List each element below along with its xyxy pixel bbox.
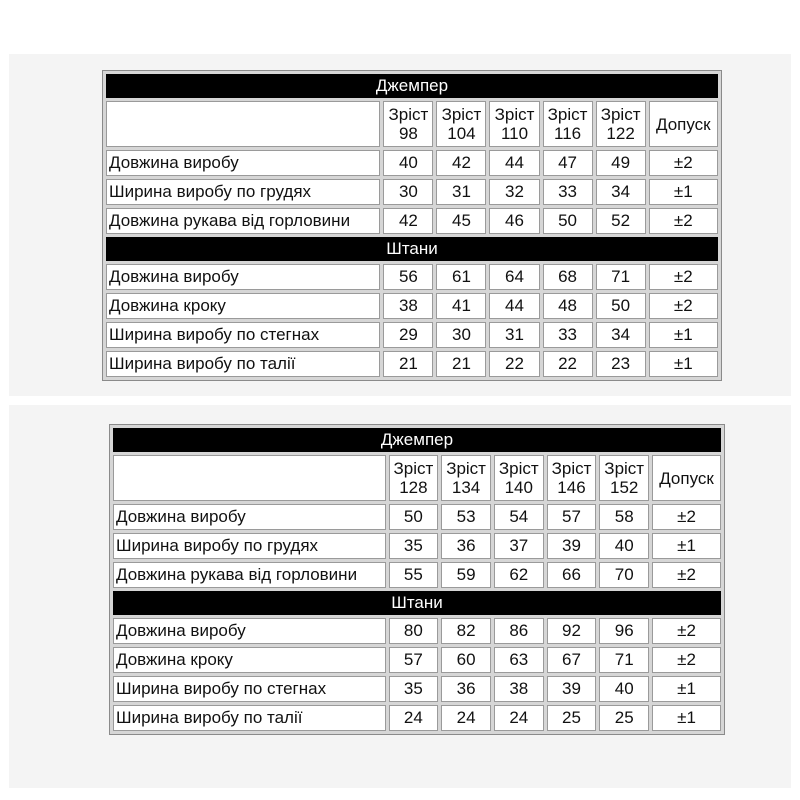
measurement-value: 34 — [596, 179, 646, 205]
measurement-label: Довжина виробу — [113, 618, 386, 644]
measurement-value: 46 — [489, 208, 539, 234]
height-label: Зріст — [547, 105, 588, 124]
measurement-value: 92 — [547, 618, 597, 644]
measurement-label: Довжина кроку — [106, 293, 380, 319]
measurement-value: 71 — [599, 647, 649, 673]
measurement-label: Ширина виробу по грудях — [113, 533, 386, 559]
measurement-value: 40 — [599, 533, 649, 559]
measurement-value: 70 — [599, 562, 649, 588]
measurement-value: 25 — [599, 705, 649, 731]
measurement-value: 44 — [489, 293, 539, 319]
empty-header-cell — [113, 455, 386, 501]
pants-row — [106, 322, 718, 348]
measurement-value: 71 — [596, 264, 646, 290]
measurement-value: 42 — [436, 150, 486, 176]
measurement-value: 29 — [383, 322, 433, 348]
size-header-row — [106, 101, 718, 147]
tolerance-value: ±1 — [652, 676, 721, 702]
tolerance-value: ±2 — [649, 208, 718, 234]
measurement-value: 56 — [383, 264, 433, 290]
tolerance-value: ±1 — [649, 322, 718, 348]
measurement-value: 31 — [489, 322, 539, 348]
jumper-row — [106, 179, 718, 205]
measurement-value: 57 — [547, 504, 597, 530]
pants-title: Штани — [106, 237, 718, 261]
height-label: Зріст — [498, 459, 539, 478]
tolerance-value: ±2 — [652, 647, 721, 673]
measurement-value: 32 — [489, 179, 539, 205]
pants-row — [106, 351, 718, 377]
measurement-value: 55 — [389, 562, 439, 588]
pants-section-header — [106, 237, 718, 261]
size-header-cell — [436, 101, 486, 147]
measurement-value: 68 — [543, 264, 593, 290]
measurement-value: 42 — [383, 208, 433, 234]
measurement-label: Довжина рукава від горловини — [106, 208, 380, 234]
measurement-value: 38 — [494, 676, 544, 702]
measurement-value: 47 — [543, 150, 593, 176]
measurement-value: 52 — [596, 208, 646, 234]
height-value: 152 — [610, 478, 639, 497]
measurement-value: 39 — [547, 676, 597, 702]
tolerance-value: ±1 — [649, 179, 718, 205]
measurement-value: 40 — [383, 150, 433, 176]
measurement-label: Довжина виробу — [113, 504, 386, 530]
measurement-label: Довжина рукава від горловини — [113, 562, 386, 588]
measurement-label: Ширина виробу по стегнах — [113, 676, 386, 702]
measurement-value: 50 — [389, 504, 439, 530]
measurement-value: 24 — [389, 705, 439, 731]
height-label: Зріст — [494, 105, 535, 124]
height-value: 122 — [606, 124, 635, 143]
height-value: 116 — [554, 124, 582, 143]
pants-row — [113, 705, 721, 731]
pants-row — [106, 293, 718, 319]
height-value: 140 — [504, 478, 533, 497]
measurement-value: 59 — [441, 562, 491, 588]
measurement-value: 30 — [436, 322, 486, 348]
measurement-value: 50 — [596, 293, 646, 319]
measurement-value: 22 — [543, 351, 593, 377]
tolerance-value: ±1 — [652, 705, 721, 731]
measurement-value: 49 — [596, 150, 646, 176]
measurement-label: Довжина кроку — [113, 647, 386, 673]
height-label: Зріст — [551, 459, 592, 478]
size-header-cell — [494, 455, 544, 501]
measurement-value: 33 — [543, 322, 593, 348]
size-chart-table-2 — [109, 424, 725, 735]
tolerance-header: Допуск — [652, 455, 721, 501]
measurement-value: 66 — [547, 562, 597, 588]
jumper-title: Джемпер — [106, 74, 718, 98]
tolerance-value: ±2 — [652, 618, 721, 644]
jumper-row — [113, 533, 721, 559]
measurement-value: 21 — [383, 351, 433, 377]
jumper-row — [113, 562, 721, 588]
measurement-value: 24 — [441, 705, 491, 731]
measurement-value: 24 — [494, 705, 544, 731]
tolerance-value: ±1 — [652, 533, 721, 559]
jumper-title: Джемпер — [113, 428, 721, 452]
tolerance-value: ±2 — [649, 293, 718, 319]
measurement-value: 50 — [543, 208, 593, 234]
size-header-cell — [441, 455, 491, 501]
tolerance-value: ±2 — [652, 562, 721, 588]
measurement-label: Довжина виробу — [106, 264, 380, 290]
measurement-value: 82 — [441, 618, 491, 644]
measurement-value: 35 — [389, 533, 439, 559]
measurement-value: 64 — [489, 264, 539, 290]
tolerance-value: ±2 — [649, 264, 718, 290]
size-header-row — [113, 455, 721, 501]
size-header-cell — [489, 101, 539, 147]
measurement-value: 36 — [441, 533, 491, 559]
measurement-label: Ширина виробу по талії — [106, 351, 380, 377]
height-value: 146 — [557, 478, 586, 497]
height-label: Зріст — [393, 459, 434, 478]
measurement-value: 61 — [436, 264, 486, 290]
height-value: 134 — [451, 478, 481, 497]
size-chart-panel-1 — [9, 54, 791, 396]
pants-row — [113, 618, 721, 644]
tolerance-header: Допуск — [649, 101, 718, 147]
tolerance-value: ±1 — [649, 351, 718, 377]
measurement-value: 63 — [494, 647, 544, 673]
measurement-label: Ширина виробу по грудях — [106, 179, 380, 205]
measurement-value: 60 — [441, 647, 491, 673]
height-value: 128 — [399, 478, 428, 497]
measurement-value: 36 — [441, 676, 491, 702]
measurement-value: 37 — [494, 533, 544, 559]
height-value: 104 — [447, 124, 476, 143]
size-header-cell — [383, 101, 433, 147]
jumper-row — [106, 150, 718, 176]
jumper-section-header — [113, 428, 721, 452]
measurement-value: 41 — [436, 293, 486, 319]
jumper-section-header — [106, 74, 718, 98]
height-label: Зріст — [600, 105, 641, 124]
tolerance-value: ±2 — [652, 504, 721, 530]
size-header-cell — [547, 455, 597, 501]
measurement-value: 31 — [436, 179, 486, 205]
height-label: Зріст — [388, 105, 429, 124]
pants-row — [106, 264, 718, 290]
measurement-value: 35 — [389, 676, 439, 702]
size-header-cell — [543, 101, 593, 147]
jumper-row — [106, 208, 718, 234]
measurement-value: 21 — [436, 351, 486, 377]
size-header-cell — [599, 455, 649, 501]
height-label: Зріст — [441, 105, 482, 124]
size-header-cell — [389, 455, 439, 501]
measurement-value: 86 — [494, 618, 544, 644]
measurement-label: Довжина виробу — [106, 150, 380, 176]
height-label: Зріст — [604, 459, 645, 478]
measurement-value: 62 — [494, 562, 544, 588]
measurement-value: 44 — [489, 150, 539, 176]
size-chart-table-1 — [102, 70, 722, 381]
measurement-value: 34 — [596, 322, 646, 348]
measurement-value: 57 — [389, 647, 439, 673]
measurement-value: 40 — [599, 676, 649, 702]
measurement-value: 80 — [389, 618, 439, 644]
tolerance-value: ±2 — [649, 150, 718, 176]
measurement-value: 67 — [547, 647, 597, 673]
size-header-cell — [596, 101, 646, 147]
measurement-value: 48 — [543, 293, 593, 319]
measurement-value: 58 — [599, 504, 649, 530]
measurement-label: Ширина виробу по талії — [113, 705, 386, 731]
pants-row — [113, 676, 721, 702]
measurement-value: 30 — [383, 179, 433, 205]
measurement-value: 53 — [441, 504, 491, 530]
measurement-value: 23 — [596, 351, 646, 377]
height-label: Зріст — [446, 459, 486, 478]
measurement-value: 45 — [436, 208, 486, 234]
measurement-value: 96 — [599, 618, 649, 644]
height-value: 98 — [398, 124, 418, 143]
height-value: 110 — [500, 124, 529, 143]
size-chart-panel-2 — [9, 405, 791, 788]
pants-title: Штани — [113, 591, 721, 615]
measurement-value: 33 — [543, 179, 593, 205]
empty-header-cell — [106, 101, 380, 147]
measurement-value: 54 — [494, 504, 544, 530]
jumper-row — [113, 504, 721, 530]
measurement-value: 39 — [547, 533, 597, 559]
measurement-value: 38 — [383, 293, 433, 319]
measurement-value: 25 — [547, 705, 597, 731]
measurement-label: Ширина виробу по стегнах — [106, 322, 380, 348]
pants-section-header — [113, 591, 721, 615]
pants-row — [113, 647, 721, 673]
measurement-value: 22 — [489, 351, 539, 377]
